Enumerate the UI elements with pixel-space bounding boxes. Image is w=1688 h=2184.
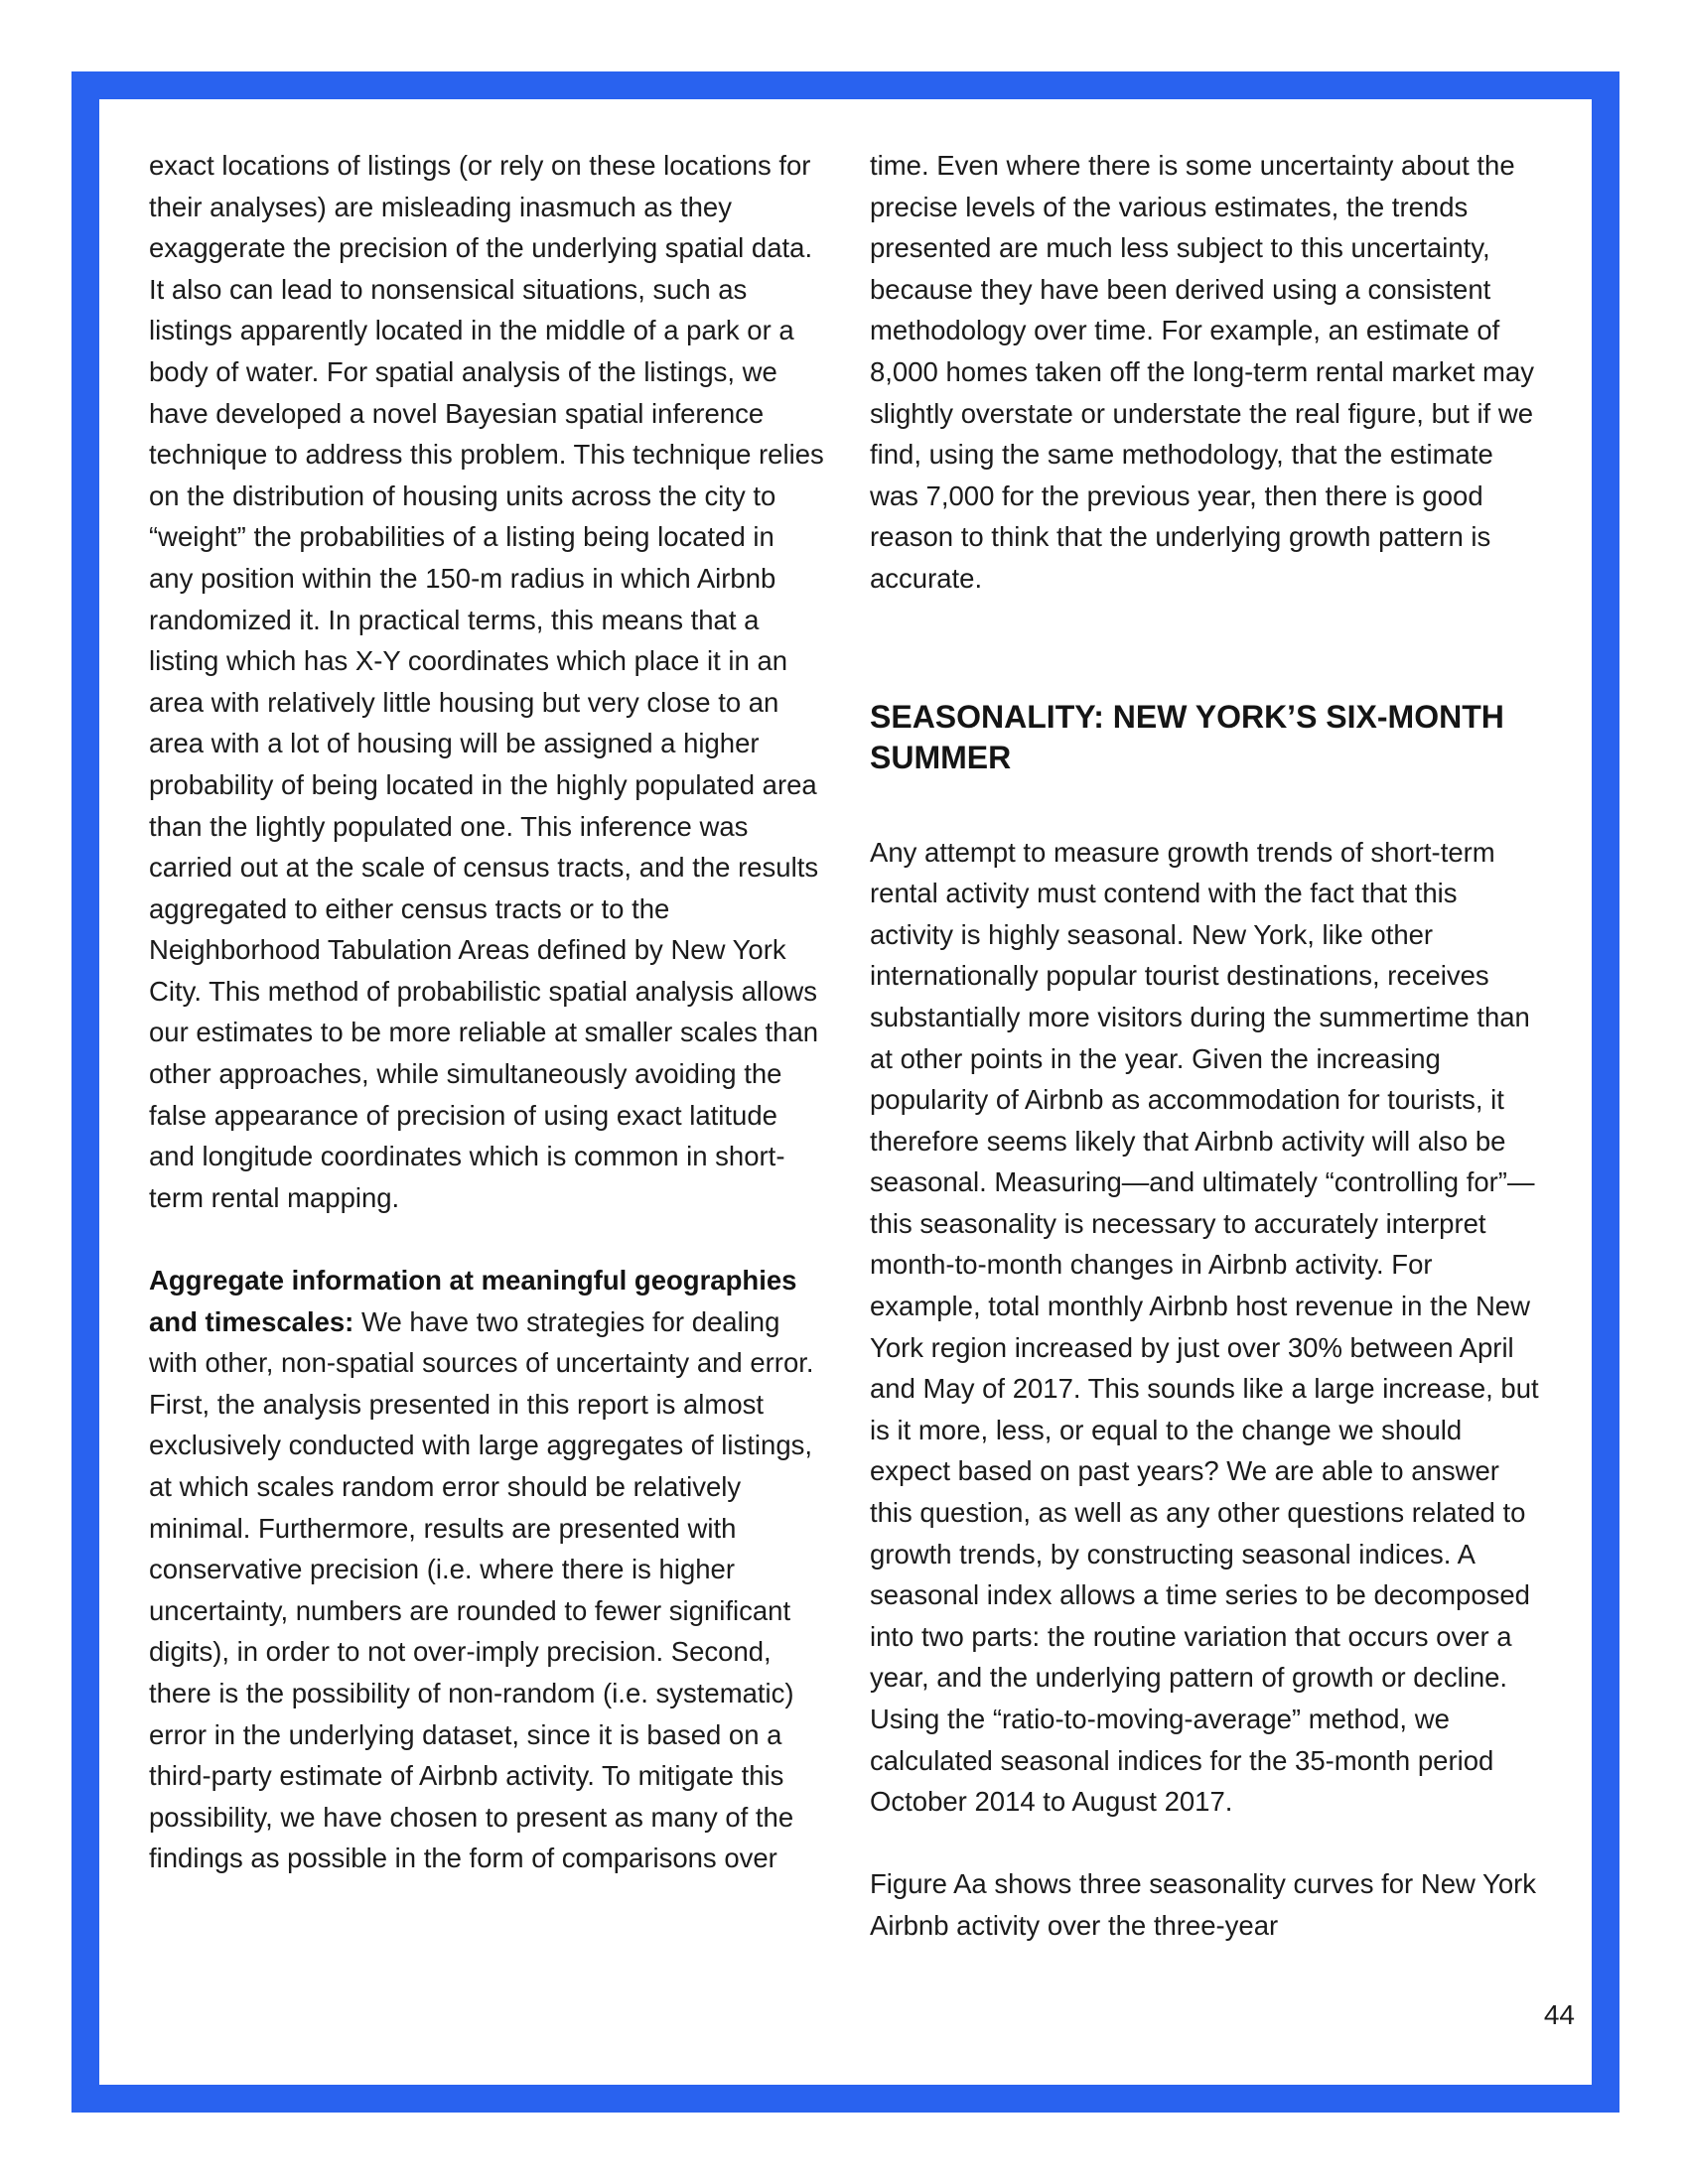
- left-paragraph-2-body: We have two strategies for dealing with other, non-spatial sources of uncertainty and error. First, the analysis presented in this report is almost exclusively conducted with large aggregates of listings, at which scales random error should be relatively minimal. Furthermore, results are presented with conservative precision (i.e. where there is higher uncertainty, numbers are rounded to fewer significant digits), in order to not over-imply precision. Second, there is the possibility of non-random (i.e. systematic) error in the underlying dataset, since it is based on a third-party estimate of Airbnb activity. To mitigate this possibility, we have chosen to present as many of the findings as possible in the form of comparisons over: [149, 1305, 814, 1874]
- right-paragraph-1: time. Even where there is some uncertainty about the precise levels of the various estimates, the trends presented are much less subject to this uncertainty, because they have been derived using a consistent methodology over time. For example, an estimate of 8,000 homes taken off the long-term rental market may slightly overstate or understate the real figure, but if we find, using the same methodology, that the estimate was 7,000 for the previous year, then there is good reason to think that the underlying growth pattern is accurate.: [870, 150, 1534, 594]
- page-number: 44: [1543, 1999, 1575, 2030]
- left-paragraph-2: [149, 1260, 824, 1879]
- right-paragraph-3: Figure Aa shows three seasonality curves for New York Airbnb activity over the three-year: [870, 1868, 1537, 1941]
- left-paragraph-1: exact locations of listings (or rely on these locations for their analyses) are misleading inasmuch as they exaggerate the precision of the underlying spatial data. It also can lead to nonsensical situations, such as listings apparently located in the middle of a park or a body of water. For spatial analysis of the listings, we have developed a novel Bayesian spatial inference technique to address this problem. This technique relies on the distribution of housing units across the city to “weight” the probabilities of a listing being located in any position within the 150-m radius in which Airbnb randomized it. In practical terms, this means that a listing which has X-Y coordinates which place it in an area with relatively little housing but very close to an area with a lot of housing will be assigned a higher probability of being located in the highly populated area than the lightly populated one. This inference was carried out at the scale of census tracts, and the results aggregated to either census tracts or to the Neighborhood Tabulation Areas defined by New York City. This method of probabilistic spatial analysis allows our estimates to be more reliable at smaller scales than other approaches, while simultaneously avoiding the false appearance of precision of using exact latitude and longitude coordinates which is common in short-term rental mapping.: [149, 150, 824, 1213]
- right-column: [870, 145, 1545, 1947]
- section-heading: SEASONALITY: NEW YORK’S SIX-MONTH SUMMER: [870, 698, 1504, 775]
- right-paragraph-2: Any attempt to measure growth trends of short-term rental activity must contend with the fact that this activity is highly seasonal. New York, like other internationally popular tourist destinations, receives substantially more visitors during the summertime than at other points in the year. Given the increasing popularity of Airbnb as accommodation for tourists, it therefore seems likely that Airbnb activity will also be seasonal. Measuring—and ultimately “controlling for”—this seasonality is necessary to accurately interpret month-to-month changes in Airbnb activity. For example, total monthly Airbnb host revenue in the New York region increased by just over 30% between April and May of 2017. This sounds like a large increase, but is it more, less, or equal to the change we should expect based on past years? We are able to answer this question, as well as any other questions related to growth trends, by constructing seasonal indices. A seasonal index allows a time series to be decomposed into two parts: the routine variation that occurs over a year, and the underlying pattern of growth or decline. Using the “ratio-to-moving-average” method, we calculated seasonal indices for the 35-month period October 2014 to August 2017.: [870, 836, 1539, 1818]
- left-column: [149, 145, 824, 1879]
- left-paragraph-2-lead: Aggregate information at meaningful geographies and timescales:: [149, 1265, 797, 1337]
